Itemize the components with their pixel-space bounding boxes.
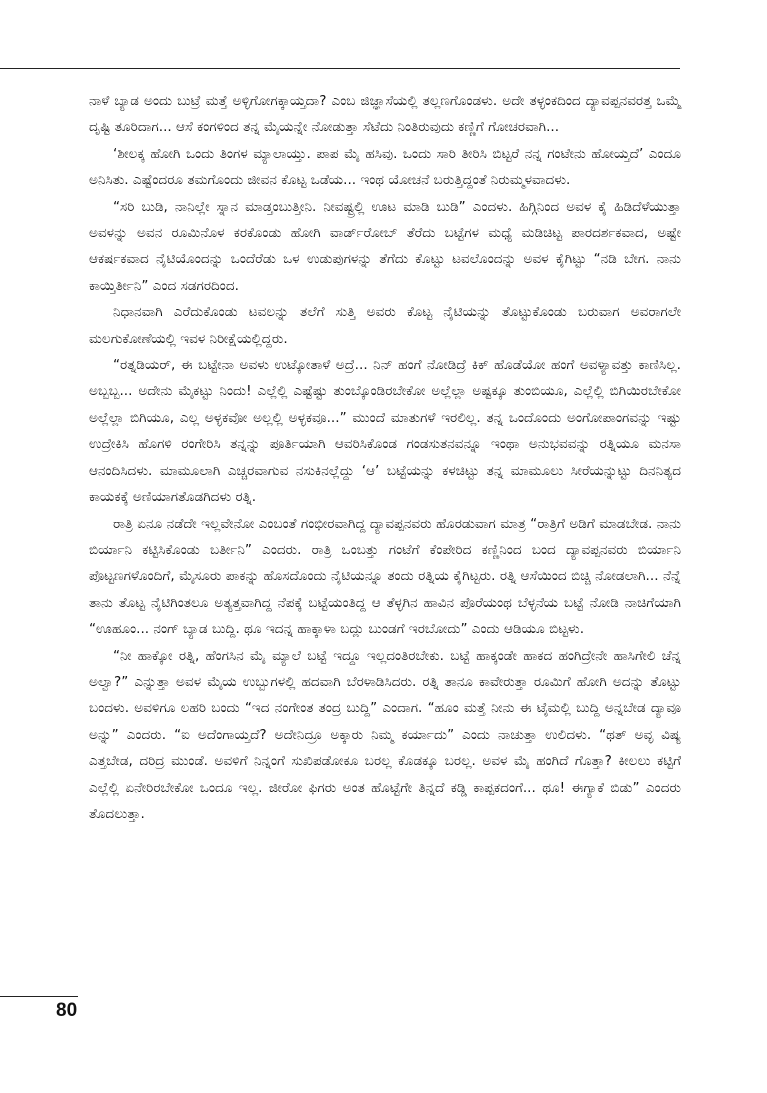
- body-text: [89, 88, 681, 827]
- paragraph-5: “ರತ್ನಡಿಯರ್, ಈ ಬಟ್ಟೇನಾ ಅವಳು ಉಟ್ಕೋತಾಳೆ ಅದ್ರೆ... ನಿನ್ ಹಂಗೆ ನೋಡಿದ್ರೆ ಕಿಕ್ ಹೊಡೆಯೋ ಹಂಗೆ ಅವಳ್ಯಾವತ್ತು ಕಾಣಿಸಿಲ್ಲ. ಅಬ್ಬಬ್ಬ... ಅದೇನು ಮೈಕಟ್ಟು ನಿಂದು! ಎಲ್ಲೆಲ್ಲಿ ಎಷ್ಟೆಷ್ಟು ತುಂಬ್ಕೊಂಡಿರಬೇಕೋ ಅಲ್ಲೆಲ್ಲಾ ಅಷ್ಟಕ್ಕೂ ತುಂಬಿಯೂ, ಎಲ್ಲೆಲ್ಲಿ ಬಿಗಿಯಿರಬೇಕೋ ಅಲ್ಲೆಲ್ಲಾ ಬಿಗಿಯೂ, ಎಲ್ಲ ಅಳ್ಳಕವೋ ಅಲ್ಲಲ್ಲಿ ಅಳ್ಳಕವೂ...” ಮುಂದೆ ಮಾತುಗಳೆ ಇರಲಿಲ್ಲ. ತನ್ನ ಒಂದೊಂದು ಅಂಗೋಪಾಂಗವನ್ನು ಇಷ್ಟು ಉದ್ರೇಕಿಸಿ ಹೊಗಳಿ ರಂಗೇರಿಸಿ ತನ್ನನ್ನು ಪೂರ್ತಿಯಾಗಿ ಆವರಿಸಿಕೊಂಡ ಗಂಡಸುತನವನ್ನೂ ಇಂಥಾ ಅನುಭವವನ್ನು ರತ್ನಿಯೂ ಮನಸಾ ಆನಂದಿಸಿದಳು. ಮಾಮೂಲಾಗಿ ಎಚ್ಚರವಾಗುವ ನಸುಕಿನಲ್ಲೆದ್ದು ‘ಆ’ ಬಟ್ಟೆಯನ್ನು ಕಳಚಿಟ್ಟು ತನ್ನ ಮಾಮೂಲು ಸೀರೆಯನ್ನುಟ್ಟು ದಿನನಿತ್ಯದ ಕಾಯಕಕ್ಕೆ ಅಣಿಯಾಗತೊಡಗಿದಳು ರತ್ನಿ.: [89, 357, 681, 506]
- paragraph-4: ನಿಧಾನವಾಗಿ ಎರೆದುಕೊಂಡು ಟವಲನ್ನು ತಲೆಗೆ ಸುತ್ತಿ ಅವರು ಕೊಟ್ಟ ನೈಟಿಯನ್ನು ತೊಟ್ಟುಕೊಂಡು ಬರುವಾಗ ಅವರಾಗಲೇ ಮಲಗುಕೋಣೆಯಲ್ಲಿ ಇವಳ ನಿರೀಕ್ಷೆಯಲ್ಲಿದ್ದರು.: [89, 304, 681, 347]
- header-rule: [0, 68, 680, 69]
- paragraph-1: ನಾಳೆ ಬ್ಯಾಡ ಅಂದು ಬುಟ್ರೆ ಮತ್ತೆ ಅಳ್ಳಿಗೋಗಕ್ಕಾಯ್ತದಾ? ಎಂಬ ಜಿಜ್ಞಾಸೆಯಲ್ಲಿ ತಲ್ಲಣಗೊಂಡಳು. ಅದೇ ತಳ್ಳಂಕದಿಂದ ದ್ಯಾವಪ್ಪನವರತ್ತ ಒಮ್ಮೆ ದೃಷ್ಟಿ ತೂರಿದಾಗ... ಆಸೆ ಕಂಗಳಿಂದ ತನ್ನ ಮೈಯನ್ನೇ ನೋಡುತ್ತಾ ಸೆಟೆದು ನಿಂತಿರುವುದು ಕಣ್ಣಿಗೆ ಗೋಚರವಾಗಿ...: [89, 93, 681, 136]
- paragraph-2: ‘ಶೀಲಕ್ಕ ಹೋಗಿ ಒಂದು ತಿಂಗಳ ಮ್ಯಾಲಾಯ್ತು. ಪಾಪ ಮೈ ಹಸಿವು. ಒಂದು ಸಾರಿ ತೀರಿಸಿ ಬಿಟ್ಟರೆ ನನ್ನ ಗಂಟೇನು ಹೋಯ್ತದೆ’ ಎಂದೂ ಅನಿಸಿತು. ಎಷ್ಟೆಂದರೂ ತಮಗೊಂದು ಜೀವನ ಕೊಟ್ಟ ಒಡೆಯ... ಇಂಥ ಯೋಚನೆ ಬರುತ್ತಿದ್ದಂತೆ ನಿರುಮ್ಮಳವಾದಳು.: [89, 145, 681, 189]
- paragraph-7: “ನೀ ಹಾಕ್ಕೋ ರತ್ನಿ, ಹೆಂಗಸಿನ ಮೈ ಮ್ಯಾಲೆ ಬಟ್ಟೆ ಇದ್ದೂ ಇಲ್ಲದಂತಿರಬೇಕು. ಬಟ್ಟೆ ಹಾಕ್ಕಂಡೇ ಹಾಕದ ಹಂಗಿದ್ರೇನೇ ಹಾಸಿಗೇಲಿ ಚೆನ್ನ ಅಲ್ವಾ?” ಎನ್ನುತ್ತಾ ಅವಳ ಮೈಯ ಉಬ್ಬುಗಳಲ್ಲಿ ಹದವಾಗಿ ಬೆರಳಾಡಿಸಿದರು. ರತ್ನಿ ತಾನೂ ಕಾವೇರುತ್ತಾ ರೂಮಿಗೆ ಹೋಗಿ ಅದನ್ನು ತೊಟ್ಟು ಬಂದಳು. ಅವಳಿಗೂ ಲಹರಿ ಬಂದು “ಇದ ನಂಗೇಂತ ತಂದ್ರ ಬುದ್ದಿ” ಎಂದಾಗ. “ಹೂಂ ಮತ್ತೆ ನೀನು ಈ ಟೈಮಲ್ಲಿ ಬುದ್ದಿ ಅನ್ನಬೇಡ ದ್ಯಾವೂ ಅನ್ನು” ಎಂದರು. “ಐ ಅದೆಂಗಾಯ್ತದೆ? ಅದೇನಿದ್ರೂ ಅಕ್ಕಾರು ನಿಮ್ಮ ಕರ್ಯಾದು” ಎಂದು ನಾಚುತ್ತಾ ಉಲಿದಳು. “ಥತ್ ಅವ್ಳ ವಿಷ್ಯ ಎತ್ತಬೇಡ, ದರಿದ್ರ ಮುಂಡೆ. ಅವಳಿಗೆ ನಿನ್ನಂಗೆ ಸುಖಿಪಡೋಕೂ ಬರಲ್ಲ ಕೊಡಕ್ಕೂ ಬರಲ್ಲ. ಅವಳ ಮೈ ಹಂಗಿದೆ ಗೊತ್ತಾ? ಕೀಲಲು ಕಟ್ಟಿಗೆ ಎಲ್ಲೆಲ್ಲಿ ಏನೇರಿರಬೇಕೋ ಒಂದೂ ಇಲ್ಲ. ಜೀರೋ ಫಿಗರು ಅಂತ ಹೊಟ್ಟೆಗೇ ತಿನ್ನದೆ ಕಡ್ಡಿ ಕಾಪ್ಪಕದಂಗೆ... ಥೂ! ಈಗ್ಯಾಕೆ ಬಿಡು” ಎಂದರು ತೊದಲುತ್ತಾ.: [89, 647, 681, 822]
- footer-rule: [0, 996, 78, 997]
- paragraph-3: “ಸರಿ ಬುಡಿ, ನಾನಿಲ್ಲೇ ಸ್ನಾನ ಮಾಡ್ತಂಬುತ್ತೀನಿ. ನೀವಷ್ಟ್ರಲ್ಲಿ ಊಟ ಮಾಡಿ ಬುಡಿ” ಎಂದಳು. ಹಿಗ್ಗಿನಿಂದ ಅವಳ ಕೈ ಹಿಡಿದೆಳೆಯುತ್ತಾ ಅವಳನ್ನು ಅವನ ರೂಮಿನೊಳ ಕರಕೊಂಡು ಹೋಗಿ ವಾರ್ಡ್‌ರೋಬ್ ತೆರೆದು ಬಟ್ಟೆಗಳ ಮಧ್ಯೆ ಮಡಿಚಿಟ್ಟ ಪಾರದರ್ಶಕವಾದ, ಅಷ್ಟೇ ಆಕರ್ಷಕವಾದ ನೈಟಿಯೊಂದನ್ನು ಒಂದೆರೆಡು ಒಳ ಉಡುಪುಗಳನ್ನು ತೆಗೆದು ಕೊಟ್ಟು ಟವಲೊಂದನ್ನು ಅವಳ ಕೈಗಿಟ್ಟು “ನಡಿ ಬೇಗ. ನಾನು ಕಾಯ್ತಿರ್ತೀನಿ” ಎಂದ ಸಡಗರದಿಂದ.: [89, 198, 681, 294]
- paragraph-6: ರಾತ್ರಿ ಏನೂ ನಡೆದೇ ಇಲ್ಲವೇನೋ ಎಂಬಂತೆ ಗಂಭೀರವಾಗಿದ್ದ ದ್ಯಾವಪ್ಪನವರು ಹೊರಡುವಾಗ ಮಾತ್ರ “ರಾತ್ರಿಗೆ ಅಡಿಗೆ ಮಾಡಬೇಡ. ನಾನು ಬಿರ್ಯಾನಿ ಕಟ್ಟಿಸಿಕೊಂಡು ಬರ್ತೀನಿ” ಎಂದರು. ರಾತ್ರಿ ಒಂಬತ್ತು ಗಂಟೆಗೆ ಕೆಂಪೇರಿದ ಕಣ್ಣಿನಿಂದ ಬಂದ ದ್ಯಾವಪ್ಪನವರು ಬಿರ್ಯಾನಿ ಪೊಟ್ಟಣಗಳೊಂದಿಗೆ, ಮೈಸೂರು ಪಾಕನ್ನು ಹೊಸದೊಂದು ನೈಟಿಯನ್ನೂ ತಂದು ರತ್ನಿಯ ಕೈಗಿಟ್ಟರು. ರತ್ನಿ ಆಸೆಯಿಂದ ಬಿಚ್ಚಿ ನೋಡಲಾಗಿ... ನೆನ್ನೆ ತಾನು ತೊಟ್ಟ ನೈಟಿಗಿಂತಲೂ ಅತ್ಯತ್ತವಾಗಿದ್ದ ನೆಪಕ್ಕೆ ಬಟ್ಟೆಯಂತಿದ್ದ ಆ ತೆಳ್ಳಗಿನ ಹಾವಿನ ಪೊರೆಯಂಥ ಬೆಳ್ಳನೆಯ ಬಟ್ಟೆ ನೋಡಿ ನಾಚಿಗೆಯಾಗಿ “ಊಹೂಂ... ನಂಗ್ ಬ್ಯಾಡ ಬುದ್ದಿ. ಥೂ ಇದನ್ನ ಹಾಕ್ಕಾಳಾ ಬದ್ಲು ಬುಂಡಗೆ ಇರಬೋದು” ಎಂದು ಆಡಿಯೂ ಬಿಟ್ಟಳು.: [89, 515, 681, 638]
- page-number: 80: [56, 1000, 78, 1021]
